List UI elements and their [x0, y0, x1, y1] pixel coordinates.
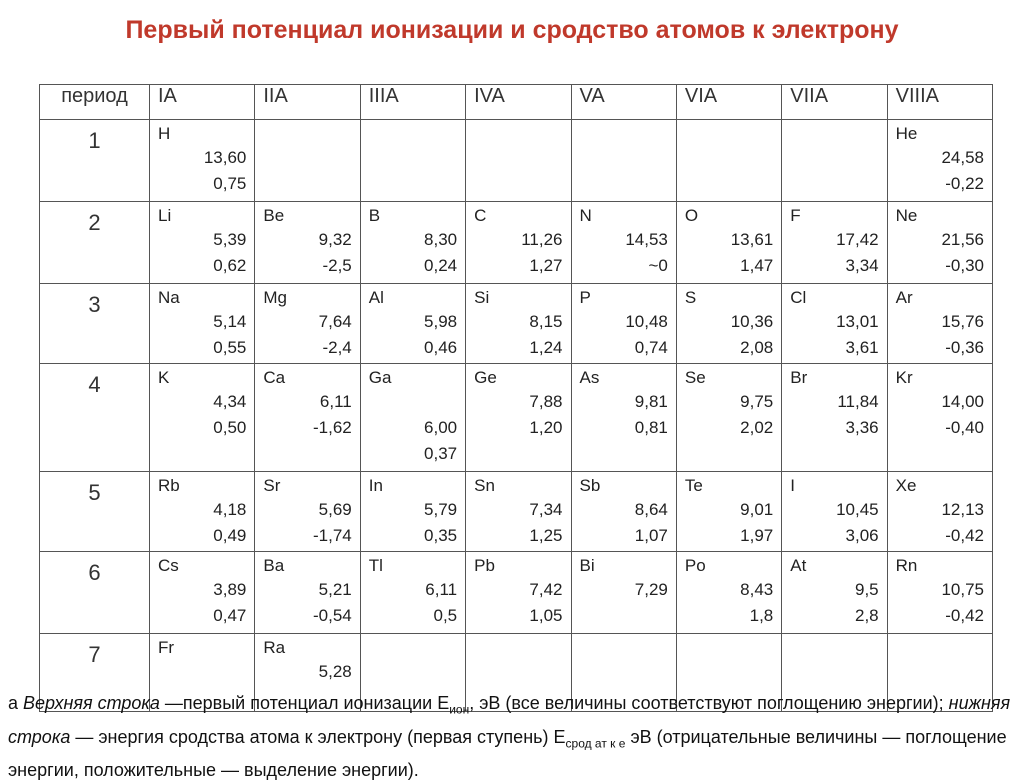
header-period: период	[40, 85, 150, 120]
header-group: IIA	[255, 85, 360, 120]
element-cell	[466, 202, 571, 284]
element-cell	[782, 120, 887, 202]
ionization-energy: 4,18	[213, 500, 247, 519]
element-symbol: I	[790, 476, 795, 495]
caption	[8, 690, 1018, 784]
ionization-energy: 8,30	[424, 230, 458, 249]
electron-affinity: 1,47	[740, 256, 774, 275]
period-number: 5	[40, 472, 150, 552]
element-symbol: Mg	[263, 288, 287, 307]
electron-affinity: 0,75	[213, 174, 247, 193]
element-cell	[676, 364, 781, 472]
element-symbol: Bi	[579, 556, 595, 575]
electron-affinity: -0,22	[945, 174, 984, 193]
element-symbol: Ar	[895, 288, 913, 307]
element-cell	[466, 364, 571, 472]
element-symbol: Br	[790, 368, 808, 387]
electron-affinity: -1,62	[313, 418, 352, 437]
element-cell	[676, 284, 781, 364]
electron-affinity: ~0	[648, 256, 668, 275]
electron-affinity: -1,74	[313, 526, 352, 545]
ionization-energy: 10,45	[836, 500, 879, 519]
electron-affinity: -0,36	[945, 338, 984, 357]
table-row	[40, 120, 993, 202]
ionization-energy: 5,39	[213, 230, 247, 249]
element-symbol: F	[790, 206, 801, 225]
element-cell	[255, 552, 360, 634]
element-cell	[887, 552, 992, 634]
element-cell	[150, 552, 255, 634]
ionization-energy: 12,13	[941, 500, 984, 519]
ionization-energy	[150, 659, 254, 685]
electron-affinity: 0,62	[213, 256, 247, 275]
electron-affinity: 3,36	[845, 418, 879, 437]
caption-top-label: Верхняя строка	[23, 693, 160, 713]
electron-affinity: 0,24	[424, 256, 458, 275]
electron-affinity: -2,5	[322, 256, 352, 275]
element-symbol: H	[158, 124, 171, 143]
ionization-energy: 6,11	[319, 392, 352, 411]
element-cell	[676, 120, 781, 202]
element-cell	[571, 202, 676, 284]
element-cell	[150, 120, 255, 202]
element-symbol: Po	[684, 556, 706, 575]
table-row	[40, 284, 993, 364]
caption-sub1: ион	[449, 702, 470, 717]
element-cell	[887, 364, 992, 472]
element-cell	[255, 284, 360, 364]
period-number: 4	[40, 364, 150, 472]
ionization-energy: 11,84	[837, 392, 879, 411]
ionization-energy: 9,81	[634, 392, 668, 411]
element-symbol: Cs	[158, 556, 179, 575]
element-cell	[571, 472, 676, 552]
element-symbol: Pb	[474, 556, 495, 575]
ionization-energy: 3,89	[213, 580, 247, 599]
electron-affinity: -0,30	[945, 256, 984, 275]
electron-affinity: -0,42	[945, 526, 984, 545]
ionization-energy: 9,75	[740, 392, 774, 411]
element-symbol: Ga	[368, 368, 392, 387]
ionization-energy: 9,32	[318, 230, 352, 249]
electron-affinity: -0,54	[313, 606, 352, 625]
element-symbol: C	[474, 206, 487, 225]
ionization-energy: 7,88	[529, 392, 563, 411]
caption-sub2: срод ат к е	[565, 736, 626, 751]
electron-affinity: 3,34	[845, 256, 879, 275]
element-cell	[782, 552, 887, 634]
header-group: IIIA	[360, 85, 465, 120]
element-cell	[360, 472, 465, 552]
element-symbol: Al	[368, 288, 384, 307]
caption-bottom-label: нижняя строка	[8, 693, 1011, 747]
element-symbol: As	[579, 368, 600, 387]
ionization-energy: 8,15	[529, 312, 563, 331]
ionization-energy: 7,42	[529, 580, 563, 599]
element-symbol: He	[895, 124, 918, 143]
electron-affinity: 0,50	[213, 418, 247, 437]
electron-affinity: 1,07	[634, 526, 668, 545]
ionization-energy: 10,75	[941, 580, 984, 599]
element-symbol: Ra	[263, 638, 286, 657]
ionization-energy: 5,79	[424, 500, 458, 519]
element-symbol: Sr	[263, 476, 281, 495]
table-body	[40, 120, 993, 712]
ionization-energy: 5,69	[318, 500, 352, 519]
electron-affinity: 0,81	[634, 418, 668, 437]
ionization-energy: 7,29	[634, 580, 668, 599]
element-symbol: Li	[158, 206, 172, 225]
element-symbol: Rb	[158, 476, 180, 495]
table-row	[40, 202, 993, 284]
element-symbol: N	[579, 206, 592, 225]
electron-affinity: 0,74	[634, 338, 668, 357]
ionization-energy: 5,98	[424, 312, 458, 331]
electron-affinity: 2,02	[740, 418, 774, 437]
ionization-energy: 24,58	[941, 148, 984, 167]
element-cell	[466, 284, 571, 364]
caption-part4: эВ (отрицательные величины — поглощение энергии, положительные — выделение энергии).	[8, 726, 1007, 781]
element-symbol: Ne	[895, 206, 918, 225]
electron-affinity: 1,24	[529, 338, 563, 357]
period-number: 3	[40, 284, 150, 364]
element-symbol: At	[790, 556, 807, 575]
element-symbol: In	[368, 476, 383, 495]
element-cell	[782, 472, 887, 552]
element-cell	[571, 364, 676, 472]
ionization-energy: 15,76	[941, 312, 984, 331]
element-cell	[360, 120, 465, 202]
element-symbol: Te	[684, 476, 703, 495]
ionization-energy: 5,14	[213, 312, 247, 331]
period-number: 2	[40, 202, 150, 284]
header-group: VA	[571, 85, 676, 120]
element-cell	[887, 472, 992, 552]
ionization-energy: 7,34	[529, 500, 563, 519]
element-cell	[676, 202, 781, 284]
element-symbol: Rn	[895, 556, 918, 575]
ionization-energy: 8,43	[740, 580, 774, 599]
electron-affinity: 3,61	[845, 338, 879, 357]
element-symbol: Be	[263, 206, 285, 225]
data-table-container	[39, 84, 993, 712]
header-group: VIIA	[782, 85, 887, 120]
element-cell	[255, 364, 360, 472]
electron-affinity: 1,8	[749, 606, 774, 625]
element-cell	[676, 472, 781, 552]
electron-affinity: 2,8	[854, 606, 879, 625]
electron-affinity: 0,35	[424, 526, 458, 545]
period-number: 1	[40, 120, 150, 202]
electron-affinity: 2,08	[740, 338, 774, 357]
element-symbol: Ge	[474, 368, 497, 387]
ionization-energy: 13,01	[836, 312, 879, 331]
extra-value: 0,37	[424, 444, 458, 463]
electron-affinity: 0,49	[213, 526, 247, 545]
element-symbol: K	[158, 368, 170, 387]
electron-affinity: 1,27	[529, 256, 563, 275]
ionization-energy: 5,21	[318, 580, 352, 599]
electron-affinity: 0,55	[213, 338, 247, 357]
element-symbol: P	[579, 288, 591, 307]
electron-affinity: -0,40	[945, 418, 984, 437]
header-group: VIA	[676, 85, 781, 120]
ionization-energy: 11,26	[521, 230, 563, 249]
element-symbol: Xe	[895, 476, 917, 495]
ionization-energy: 8,64	[634, 500, 668, 519]
element-cell	[571, 120, 676, 202]
electron-affinity: 1,97	[740, 526, 774, 545]
caption-prefix: а	[8, 693, 24, 713]
electron-affinity: -0,42	[945, 606, 984, 625]
element-cell	[360, 364, 465, 472]
element-symbol: Fr	[158, 638, 175, 657]
ionization-energy: 10,48	[625, 312, 668, 331]
ionization-energy: 5,28	[318, 662, 352, 681]
element-cell	[466, 552, 571, 634]
page-title: Первый потенциал ионизации и сродство атомов к электрону	[125, 16, 899, 44]
element-symbol: Cl	[790, 288, 807, 307]
element-cell	[255, 202, 360, 284]
ionization-energy: 21,56	[941, 230, 984, 249]
element-symbol: Sb	[579, 476, 601, 495]
element-cell	[466, 120, 571, 202]
element-symbol: Kr	[895, 368, 913, 387]
ionization-energy: 13,61	[730, 230, 774, 249]
element-cell	[360, 552, 465, 634]
caption-part1: —первый потенциал ионизации E	[159, 693, 450, 713]
element-symbol: Ca	[263, 368, 286, 387]
ionization-energy: 6,11	[425, 580, 458, 599]
table-row	[40, 364, 993, 472]
element-cell	[782, 364, 887, 472]
element-symbol: Ba	[263, 556, 285, 575]
element-symbol: Sn	[474, 476, 495, 495]
electron-affinity: 0,5	[433, 606, 458, 625]
element-cell	[782, 202, 887, 284]
element-cell	[150, 364, 255, 472]
element-cell	[150, 472, 255, 552]
element-cell	[360, 202, 465, 284]
ionization-energy: 13,60	[203, 148, 247, 167]
electron-affinity: -2,4	[322, 338, 352, 357]
electron-affinity: 1,05	[529, 606, 563, 625]
element-cell	[571, 552, 676, 634]
electron-affinity: 0,47	[213, 606, 247, 625]
ionization-energy: 9,5	[854, 580, 879, 599]
ionization-energy: 14,00	[941, 392, 984, 411]
element-symbol: B	[368, 206, 381, 225]
table-row	[40, 552, 993, 634]
electron-affinity: 0,46	[424, 338, 458, 357]
ionization-energy	[361, 389, 465, 415]
element-cell	[150, 284, 255, 364]
caption-part3: — энергия сродства атома к электрону (первая ступень) E	[70, 726, 566, 747]
ionization-energy: 9,01	[740, 500, 774, 519]
header-group: IVA	[466, 85, 571, 120]
table-row	[40, 472, 993, 552]
ionization-energy: 14,53	[625, 230, 668, 249]
element-cell	[887, 284, 992, 364]
element-cell	[360, 284, 465, 364]
element-cell	[466, 472, 571, 552]
ionization-energy: 10,36	[730, 312, 774, 331]
electron-affinity: 1,20	[529, 418, 563, 437]
table-header-row	[40, 85, 993, 120]
electron-affinity: 1,25	[529, 526, 563, 545]
element-cell	[571, 284, 676, 364]
electron-affinity: 6,00	[424, 418, 458, 437]
caption-part2: , эВ (все величины соответствуют поглощению энергии);	[469, 693, 949, 713]
electron-affinity	[572, 603, 676, 629]
element-symbol: Se	[684, 368, 706, 387]
element-cell	[782, 284, 887, 364]
ionization-table	[39, 84, 993, 712]
element-cell	[150, 202, 255, 284]
element-symbol: O	[684, 206, 699, 225]
element-cell	[255, 120, 360, 202]
period-number: 7	[40, 634, 150, 712]
element-cell	[255, 472, 360, 552]
ionization-energy: 4,34	[213, 392, 247, 411]
ionization-energy: 7,64	[318, 312, 352, 331]
element-cell	[887, 120, 992, 202]
header-group: IA	[150, 85, 255, 120]
header-group: VIIIA	[887, 85, 992, 120]
element-cell	[676, 552, 781, 634]
ionization-energy: 17,42	[836, 230, 879, 249]
element-symbol: Na	[158, 288, 180, 307]
element-symbol: Si	[474, 288, 490, 307]
period-number: 6	[40, 552, 150, 634]
element-symbol: S	[684, 288, 697, 307]
element-cell	[887, 202, 992, 284]
element-symbol: Tl	[368, 556, 383, 575]
electron-affinity: 3,06	[845, 526, 879, 545]
